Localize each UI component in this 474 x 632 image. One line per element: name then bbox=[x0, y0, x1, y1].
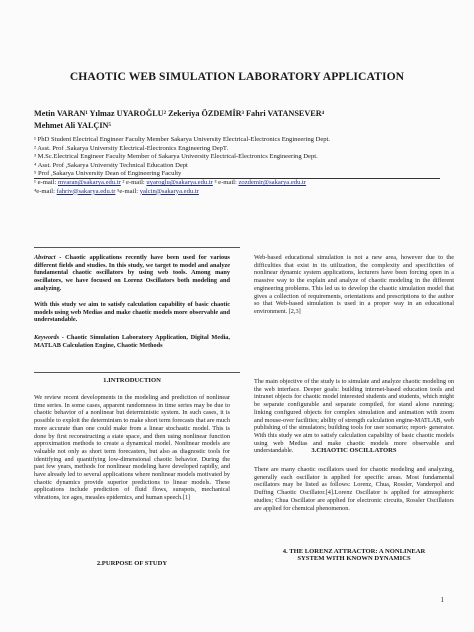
lorenz-heading-line-2: SYSTEM WITH KNOWN DYNAMICS bbox=[297, 555, 411, 562]
abstract bbox=[34, 254, 230, 293]
email-link-4[interactable]: fahriv@sakarya.edu.tr bbox=[56, 187, 116, 195]
keywords-label: Keywords bbox=[34, 334, 59, 341]
email-link-3[interactable]: zozdemir@sakarya.edu.tr bbox=[238, 178, 307, 186]
paper-title: CHAOTIC WEB SIMULATION LABORATORY APPLICATION bbox=[69, 70, 405, 83]
authors-line-2: Mehmet Ali YALÇIN⁵ bbox=[34, 121, 111, 130]
affiliation-2: ² Asst. Prof .Sakarya University Electrical-Electronics Engineering DepT. bbox=[34, 144, 229, 152]
abstract-label: Abstract - bbox=[34, 254, 65, 261]
section-purpose-heading: 2.PURPOSE OF STUDY bbox=[96, 560, 168, 567]
keywords-text: - Chaotic Simulation Laboratory Application, Digital Media, MATLAB Calculation Engine, Chaotic Methods bbox=[34, 334, 230, 349]
email-line-1: ¹ e-mail: mvaran@sakarya.edu.tr ² e-mail: uyaroglu@sakarya.edu.tr ³ e-mail: zozdemir@sakarya.edu.tr bbox=[34, 178, 307, 186]
keywords bbox=[34, 334, 230, 349]
page-number: 1 bbox=[440, 596, 444, 604]
section-introduction-heading: 1.INTRODUCTION bbox=[103, 377, 161, 384]
affiliations bbox=[34, 136, 454, 196]
abstract-box-top bbox=[34, 247, 240, 248]
abstract-box-bottom bbox=[34, 372, 240, 373]
email-link-1[interactable]: mvaran@sakarya.edu.tr bbox=[57, 178, 121, 186]
right-paragraph-1: Web-based educational simulation is not a new area, however due to the difficulties that exist in its utilization, the complexity and specificities of nonlinear dynamic system applications, lecturers have been forcing open in a massive way to the explain and analyze of chaotic modeling in the different engineering problems. This led us to develop the chaotic simulation model that gives a collection of requirements, orientations and prescriptions to the author so that Web-based simulation is used in a proper way in an educational environment. [2,3] bbox=[254, 254, 454, 315]
email-link-5[interactable]: yalcin@sakarya.edu.tr bbox=[139, 187, 199, 195]
authors-line-1: Metin VARAN¹ Yılmaz UYAROĞLU² Zekeriya ÖZDEMİR³ Fahri VATANSEVER⁴ bbox=[34, 109, 325, 118]
section-chaotic-oscillators-heading: 3.CHAOTIC OSCILLATORS bbox=[311, 447, 397, 454]
email-link-2[interactable]: uyaroglu@sakarya.edu.tr bbox=[146, 178, 213, 186]
author-list bbox=[34, 108, 454, 132]
header-divider bbox=[34, 178, 440, 179]
introduction-text: We review recent developments in the modeling and prediction of nonlinear time series. In some cases, apparent randomness in time series may be due to chaotic behavior of a nonlinear but deterministic system. In such cases, it is possible to exploit the determinism to make short term forecasts that are much more accurate than one could make from a linear stochastic model. This is done by first reconstructing a state space, and then using nonlinear function approximation methods to create a dynamical model. Nonlinear models are valuable not only as short term forecasters, but also as diagnostic tools for identifying and quantifying low-dimensional chaotic behavior. During the past few years, methods for nonlinear modeling have developed rapidly, and have already led to several applications where nonlinear models motivated by chaotic dynamics provide superior predictions to linear models. These applications include prediction of fluid flows, sunspots, mechanical vibrations, ice ages, measles epidemics, and human speech.[1] bbox=[34, 394, 230, 502]
abstract-text: Chaotic applications recently have been used for various different fields and studies. In this study, we target to model and analyze fundamental chaotic oscillators by using web tools. Among many oscillators, we have focused on Lorenz Oscillators both modeling and analyzing. bbox=[34, 254, 230, 292]
affiliation-1: ¹ PhD Student Electrical Engineer Faculty Member Sakarya University Electrical-Electronics Engineering Dept. bbox=[34, 136, 331, 143]
affiliation-5: ⁵ Prof ,Sakarya University Dean of Engineering Faculty bbox=[34, 170, 182, 178]
section-lorenz-heading bbox=[254, 548, 454, 562]
right-paragraph-2: The main objective of the study is to simulate and analyze chaotic modeling on the web interface. Deeper goals: building internet-based education tools and intranet objects for chaotic model interested students and students, which might be separate configurable and separate compiled, for stand alone running; linking configured objects for complex simulation and animation with zoom and mouse-over facilities; ability of strength calculation engine-MATLAB, web publishing of the simulators; building tools for user scenario; report- generator. With this study we aim to satisfy calculation capability of basic chaotic models using web Medias and make chaotic models more observable and understandable. bbox=[254, 378, 454, 455]
lorenz-heading-line-1: 4. THE LORENZ ATTRACTOR: A NONLINEAR bbox=[282, 548, 426, 555]
abstract-aim: With this study we aim to satisfy calculation capability of basic chaotic models using web Medias and make chaotic models more observable and understandable. bbox=[34, 301, 230, 324]
affiliation-4: ⁴ Asst. Prof ,Sakarya University Technical Education Dept bbox=[34, 161, 188, 169]
affiliation-3: ³ M.Sc.Electrical Engineer Faculty Member of Sakarya University Electrical-Electronics Engineering Dept. bbox=[34, 153, 318, 161]
email-line-2: ⁴e-mail: fahriv@sakarya.edu.tr ⁵e-mail: yalcin@sakarya.edu.tr bbox=[34, 187, 199, 195]
right-paragraph-3: There are many chaotic oscillators used for chaotic modeling and analyzing, generally each oscillator is applied for specific areas. Most fundamental oscillators may be listed as follows: Lorenz, Chua, Rossler, Vanderpol and Duffing Chaotic Oscillator.[4].Lorenz Oscillator is applied for atmospheric studies; Chua Oscillator are applied for electronic circuits, Rossler Oscillators are applied for chemical phenomenon. bbox=[254, 466, 454, 512]
